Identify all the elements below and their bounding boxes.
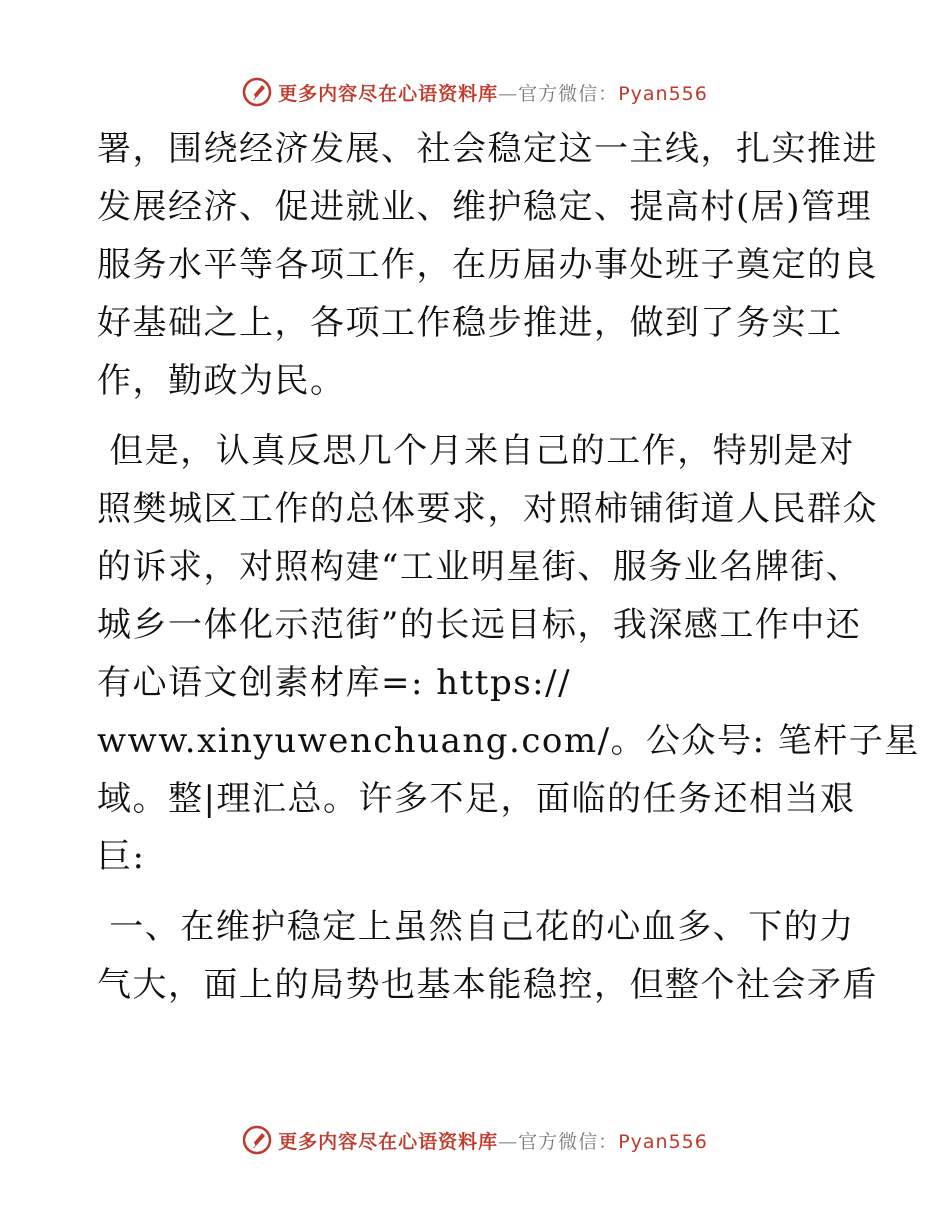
text-line: 域。整|理汇总。许多不足，面临的任务还相当艰 <box>97 779 856 819</box>
logo-icon <box>242 77 272 107</box>
logo-icon <box>242 1125 272 1155</box>
text-line: 但是，认真反思几个月来自己的工作，特别是对 <box>97 431 855 471</box>
paragraph-gap <box>97 410 857 422</box>
text-line: 好基础之上，各项工作稳步推进，做到了务实工 <box>97 303 843 343</box>
paragraph <box>97 120 878 410</box>
footer-wechat-handle: Pyan556 <box>618 1130 708 1153</box>
text-line: 照樊城区工作的总体要求，对照柿铺街道人民群众 <box>97 489 878 529</box>
document-body <box>97 120 920 1014</box>
footer-text <box>278 1127 708 1154</box>
text-line: 的诉求，对照构建“工业明星街、服务业名牌街、 <box>97 547 862 587</box>
header-wechat-handle: Pyan556 <box>618 82 708 105</box>
footer-brand: 更多内容尽在心语资料库 <box>278 1130 499 1153</box>
header-text <box>278 79 708 106</box>
text-line: 服务水平等各项工作，在历届办事处班子奠定的良 <box>97 245 878 285</box>
text-line: 巨: <box>97 837 146 877</box>
footer-wechat-label: 官方微信： <box>518 1130 619 1153</box>
text-line: 署，围绕经济发展、社会稳定这一主线，扎实推进 <box>97 129 878 169</box>
footer-banner <box>0 1120 950 1160</box>
header-brand: 更多内容尽在心语资料库 <box>278 82 499 105</box>
footer-dash: — <box>498 1130 519 1153</box>
text-line: 气大，面上的局势也基本能稳控，但整个社会矛盾 <box>97 965 878 1005</box>
paragraph <box>97 898 878 1014</box>
header-wechat-label: 官方微信： <box>518 82 619 105</box>
text-line: 发展经济、促进就业、维护稳定、提高村(居)管理 <box>97 187 873 227</box>
paragraph-gap <box>97 886 857 898</box>
text-line-url: www.xinyuwenchuang.com/。公众号: 笔杆子星 <box>97 721 920 761</box>
header-banner <box>0 72 950 112</box>
text-line: 作，勤政为民。 <box>97 361 346 401</box>
text-line: 一、在维护稳定上虽然自己花的心血多、下的力 <box>97 907 855 947</box>
paragraph <box>97 422 920 886</box>
header-dash: — <box>498 82 519 105</box>
text-line: 城乡一体化示范街”的长远目标，我深感工作中还 <box>97 605 862 645</box>
text-line-link: 有心语文创素材库=: https:// <box>97 663 572 703</box>
